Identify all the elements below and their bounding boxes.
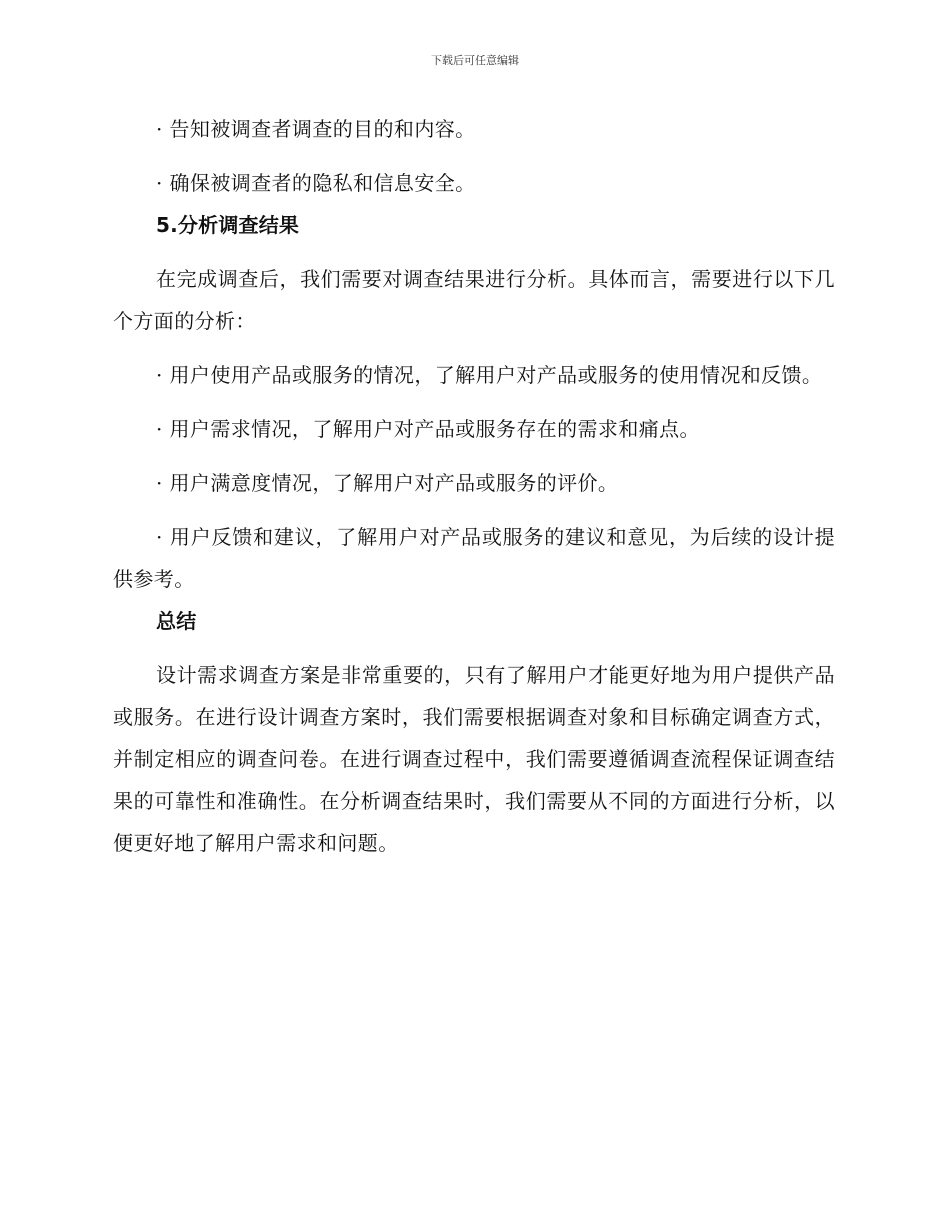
page-header: 下载后可任意编辑 (431, 54, 519, 67)
bullet-satisfaction: · 用户满意度情况，了解用户对产品或服务的评价。 (156, 471, 619, 495)
bullet-needs: · 用户需求情况，了解用户对产品或服务存在的需求和痛点。 (156, 417, 700, 441)
bullet-privacy: · 确保被调查者的隐私和信息安全。 (156, 171, 476, 195)
bullet-inform-purpose: · 告知被调查者调查的目的和内容。 (156, 117, 476, 141)
bullet-feedback: · 用户反馈和建议，了解用户对产品或服务的建议和意见，为后续的设计提供参考。 (113, 525, 835, 591)
section-heading-analysis: 5.分析调查结果 (156, 213, 300, 237)
document-body (113, 108, 835, 864)
section-heading-summary: 总结 (156, 609, 197, 633)
paragraph-summary: 设计需求调查方案是非常重要的，只有了解用户才能更好地为用户提供产品或服务。在进行设计调查方案时，我们需要根据调查对象和目标确定调查方式，并制定相应的调查问卷。在进行调查过程中，我们需要遵循调查流程保证调查结果的可靠性和准确性。在分析调查结果时，我们需要从不同的方面进行分析，以便更好地了解用户需求和问题。 (113, 663, 835, 855)
bullet-usage: · 用户使用产品或服务的情况，了解用户对产品或服务的使用情况和反馈。 (156, 363, 823, 387)
paragraph-analysis-intro: 在完成调查后，我们需要对调查结果进行分析。具体而言，需要进行以下几个方面的分析： (113, 267, 835, 333)
